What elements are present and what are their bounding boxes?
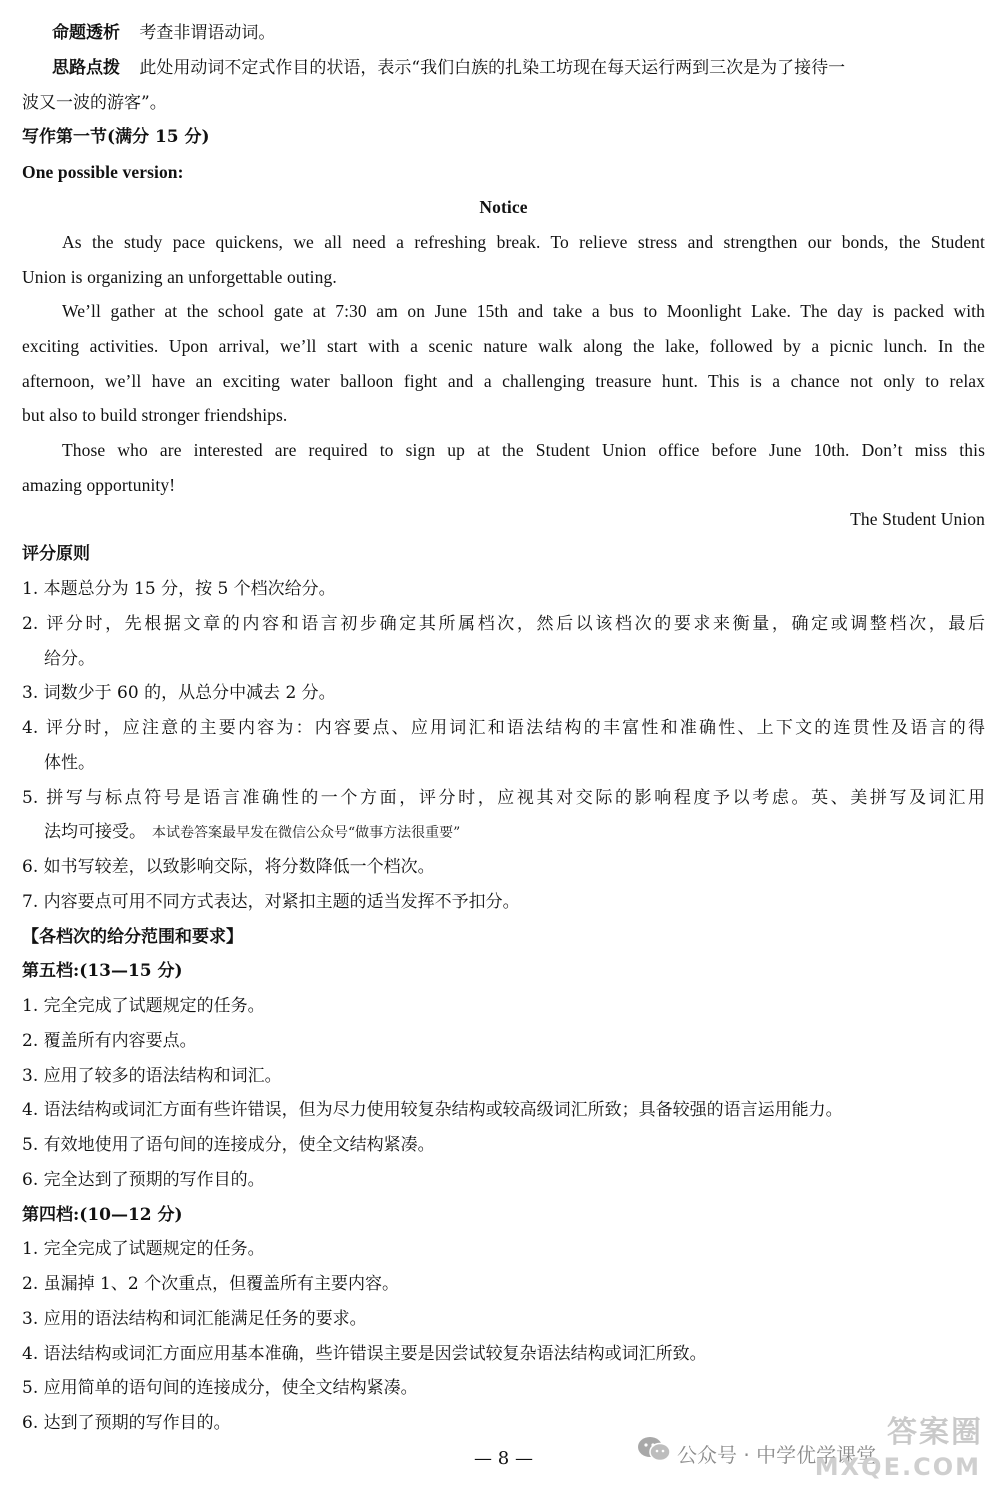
thinking-text-cont: 波又一波的游客”。 [22, 93, 167, 113]
section-title: 写作第一节(满分 15 分) [22, 127, 210, 147]
para3-line1: Those who are interested are required to sign up at the Student Union office before June 10th. Don’t miss this [62, 440, 985, 460]
principle-3: 3. 词数少于 60 的，从总分中减去 2 分。 [22, 683, 336, 703]
thinking-text: 此处用动词不定式作目的状语，表示“我们白族的扎染工坊现在每天运行两到三次是为了接待一 [139, 58, 846, 78]
para2-line3: afternoon, we’ll have an exciting water balloon fight and a challenging treasure hunt. This is a chance not only to relax [22, 371, 985, 391]
level-five-item: 5. 有效地使用了语句间的连接成分，使全文结构紧凑。 [22, 1135, 435, 1155]
principle-4-cont: 体性。 [44, 753, 95, 773]
principles-title: 评分原则 [22, 544, 90, 564]
signature: The Student Union [850, 509, 985, 529]
principle-5-cont [44, 821, 985, 844]
wechat-icon [637, 1435, 671, 1463]
watermark [629, 1407, 989, 1485]
principle-4: 4. 评分时，应注意的主要内容为：内容要点、应用词汇和语法结构的丰富性和准确性、上下文的连贯性及语言的得 [22, 718, 985, 738]
level-four-item: 3. 应用的语法结构和词汇能满足任务的要求。 [22, 1309, 367, 1329]
principle-5: 5. 拼写与标点符号是语言准确性的一个方面，评分时，应视其对交际的影响程度予以考虑。英、美拼写及词汇用 [22, 788, 985, 808]
principle-5-text: 法均可接受。 [44, 822, 146, 842]
level-five-title: 第五档:(13—15 分) [22, 961, 183, 981]
watermark-logo: 答案圈 [887, 1415, 983, 1450]
para2-line1: We’ll gather at the school gate at 7:30 am on June 15th and take a bus to Moonlight Lake. The day is packed with [62, 301, 985, 321]
para1-line1: As the study pace quickens, we all need a refreshing break. To relieve stress and strengthen our bonds, the Student [62, 232, 985, 252]
source-notice: 本试卷答案最早发在微信公众号“做事方法很重要” [152, 825, 461, 841]
principle-2-cont: 给分。 [44, 649, 95, 669]
analysis-text: 考查非谓语动词。 [139, 23, 276, 43]
level-four-item: 1. 完全完成了试题规定的任务。 [22, 1239, 265, 1259]
level-four-title: 第四档:(10—12 分) [22, 1205, 183, 1225]
analysis-line [22, 22, 985, 44]
level-four-item: 4. 语法结构或词汇方面应用基本准确，些许错误主要是因尝试较复杂语法结构或词汇所致。 [22, 1344, 707, 1364]
level-five-item: 6. 完全达到了预期的写作目的。 [22, 1170, 265, 1190]
analysis-label: 命题透析 [52, 23, 120, 43]
level-five-item: 4. 语法结构或词汇方面有些许错误，但为尽力使用较复杂结构或较高级词汇所致；具备较强的语言运用能力。 [22, 1100, 843, 1120]
wechat-account-text: 公众号 · 中学优学课堂 [677, 1443, 877, 1467]
level-four-item: 5. 应用简单的语句间的连接成分，使全文结构紧凑。 [22, 1378, 418, 1398]
level-five-item: 1. 完全完成了试题规定的任务。 [22, 996, 265, 1016]
watermark-url: MXQE.COM [814, 1453, 981, 1481]
level-five-item: 3. 应用了较多的语法结构和词汇。 [22, 1066, 282, 1086]
page-number: — 8 — [474, 1448, 533, 1469]
principle-2: 2. 评分时，先根据文章的内容和语言初步确定其所属档次，然后以该档次的要求来衡量，确定或调整档次，最后 [22, 614, 985, 634]
level-four-item: 6. 达到了预期的写作目的。 [22, 1413, 231, 1433]
principle-1: 1. 本题总分为 15 分，按 5 个档次给分。 [22, 579, 336, 599]
para2-line4: but also to build stronger friendships. [22, 405, 288, 425]
para3-line2: amazing opportunity! [22, 475, 176, 495]
para1-line2: Union is organizing an unforgettable outing. [22, 267, 337, 287]
principle-7: 7. 内容要点可用不同方式表达，对紧扣主题的适当发挥不予扣分。 [22, 892, 520, 912]
level-five-item: 2. 覆盖所有内容要点。 [22, 1031, 197, 1051]
thinking-label: 思路点拨 [52, 58, 120, 78]
level-four-item: 2. 虽漏掉 1、2 个次重点，但覆盖所有主要内容。 [22, 1274, 400, 1294]
version-label: One possible version: [22, 162, 184, 182]
notice-title: Notice [479, 197, 528, 217]
principle-6: 6. 如书写较差，以致影响交际，将分数降低一个档次。 [22, 857, 435, 877]
para2-line2: exciting activities. Upon arrival, we’ll start with a scenic nature walk along the lake, followed by a picnic lunch. In the [22, 336, 985, 356]
thinking-line [22, 57, 985, 79]
levels-title: 【各档次的给分范围和要求】 [22, 927, 243, 947]
